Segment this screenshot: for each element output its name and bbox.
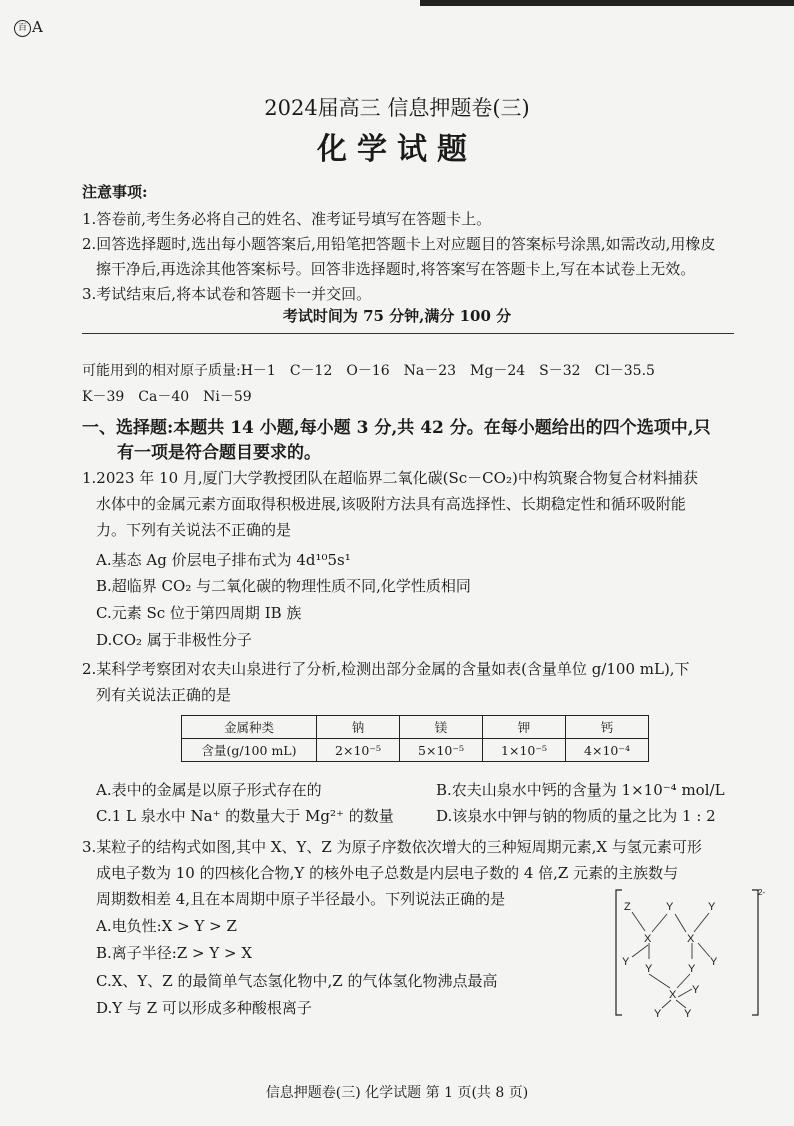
q3-option-d: D.Y 与 Z 可以形成多种酸根离子: [96, 999, 312, 1017]
notice-item-2a: 2.回答选择题时,选出每小题答案后,用铅笔把答题卡上对应题目的答案标号涂黑,如需改动,用橡皮: [82, 235, 716, 253]
table-header-cell: 镁: [400, 716, 483, 739]
q2-option-c: C.1 L 泉水中 Na⁺ 的数量大于 Mg²⁺ 的数量: [96, 807, 394, 825]
table-header-cell: 钾: [483, 716, 566, 739]
table-header-row: [182, 716, 649, 739]
page-footer: 信息押题卷(三) 化学试题 第 1 页(共 8 页): [265, 1085, 529, 1101]
q2-option-d: D.该泉水中钾与钠的物质的量之比为 1 : 2: [436, 807, 716, 825]
table-header-cell: 金属种类: [182, 716, 317, 739]
top-edge-bar: [420, 0, 794, 6]
corner-mark: [14, 18, 43, 37]
exam-series-title: 2024届高三 信息押题卷(三): [264, 96, 530, 120]
q3-option-b: B.离子半径:Z > Y > X: [96, 944, 253, 962]
q2-option-b: B.农夫山泉水中钙的含量为 1×10⁻⁴ mol/L: [436, 781, 725, 799]
q1-option-d: D.CO₂ 属于非极性分子: [96, 631, 252, 649]
atom-y: Y: [666, 901, 674, 913]
atom-z: Z: [624, 901, 631, 913]
exam-time: 考试时间为 75 分钟,满分 100 分: [282, 307, 512, 325]
header-divider: [82, 333, 734, 334]
notice-item-3: 3.考试结束后,将本试卷和答题卡一并交回。: [82, 285, 372, 303]
atom-y: Y: [710, 956, 718, 968]
atomic-masses-2: K－39 Ca－40 Ni－59: [82, 389, 252, 405]
subject-title: 化学试题: [317, 132, 477, 167]
table-row: [182, 739, 649, 762]
q3-stem-3: 周期数相差 4,且在本周期中原子半径最小。下列说法正确的是: [96, 890, 506, 908]
ion-structure-diagram: [612, 885, 772, 1020]
q2-option-a: A.表中的金属是以原子形式存在的: [96, 781, 322, 799]
q1-option-c: C.元素 Sc 位于第四周期 IB 族: [96, 604, 302, 622]
table-cell: 5×10⁻⁵: [400, 739, 483, 762]
atom-y: Y: [684, 1008, 692, 1020]
q1-stem-2: 水体中的金属元素方面取得积极进展,该吸附方法具有高选择性、长期稳定性和循环吸附能: [96, 495, 686, 513]
table-cell: 4×10⁻⁴: [566, 739, 649, 762]
atom-y: Y: [688, 963, 696, 975]
q3-option-a: A.电负性:X > Y > Z: [96, 917, 237, 935]
corner-circle-badge: 百: [14, 20, 31, 37]
q1-option-a: A.基态 Ag 价层电子排布式为 4d¹⁰5s¹: [96, 551, 351, 569]
q1-stem-1: 1.2023 年 10 月,厦门大学教授团队在超临界二氧化碳(Sc－CO₂)中构筑聚合物复合材料捕获: [82, 469, 698, 487]
atom-y: Y: [622, 956, 630, 968]
table-header-cell: 钠: [317, 716, 400, 739]
atom-y: Y: [654, 1008, 662, 1020]
atom-x: X: [644, 933, 652, 945]
section-1-heading: 一、选择题:本题共 14 小题,每小题 3 分,共 42 分。在每小题给出的四个选项中,只: [82, 418, 711, 438]
q2-stem-1: 2.某科学考察团对农夫山泉进行了分析,检测出部分金属的含量如表(含量单位 g/100 mL),下: [82, 660, 690, 678]
table-cell: 含量(g/100 mL): [182, 739, 317, 762]
notice-item-1: 1.答卷前,考生务必将自己的姓名、准考证号填写在答题卡上。: [82, 210, 492, 228]
atom-y: Y: [692, 984, 700, 996]
q3-stem-1: 3.某粒子的结构式如图,其中 X、Y、Z 为原子序数依次增大的三种短周期元素,X 与氢元素可形: [82, 838, 702, 856]
notice-item-2b: 擦干净后,再选涂其他答案标号。回答非选择题时,将答案写在答题卡上,写在本试卷上无效。: [96, 260, 696, 278]
q3-option-c: C.X、Y、Z 的最简单气态氢化物中,Z 的气体氢化物沸点最高: [96, 972, 498, 990]
table-header-cell: 钙: [566, 716, 649, 739]
ion-charge: 2-: [758, 888, 766, 897]
atomic-masses-1: 可能用到的相对原子质量:H－1 C－12 O－16 Na－23 Mg－24 S－32 Cl－35.5: [82, 363, 655, 379]
corner-letter: A: [32, 18, 43, 36]
atom-y: Y: [708, 901, 716, 913]
table-cell: 2×10⁻⁵: [317, 739, 400, 762]
atom-x: X: [669, 989, 677, 1001]
table-cell: 1×10⁻⁵: [483, 739, 566, 762]
q1-option-b: B.超临界 CO₂ 与二氧化碳的物理性质不同,化学性质相同: [96, 577, 471, 595]
q3-stem-2: 成电子数为 10 的四核化合物,Y 的核外电子总数是内层电子数的 4 倍,Z 元素的主族数与: [96, 864, 679, 882]
atom-x: X: [687, 933, 695, 945]
section-1-heading-cont: 有一项是符合题目要求的。: [117, 443, 321, 463]
metal-content-table: [181, 715, 649, 762]
notice-heading: 注意事项:: [82, 183, 148, 201]
atom-y: Y: [645, 963, 653, 975]
q1-stem-3: 力。下列有关说法不正确的是: [96, 521, 292, 539]
q2-stem-2: 列有关说法正确的是: [96, 686, 232, 704]
